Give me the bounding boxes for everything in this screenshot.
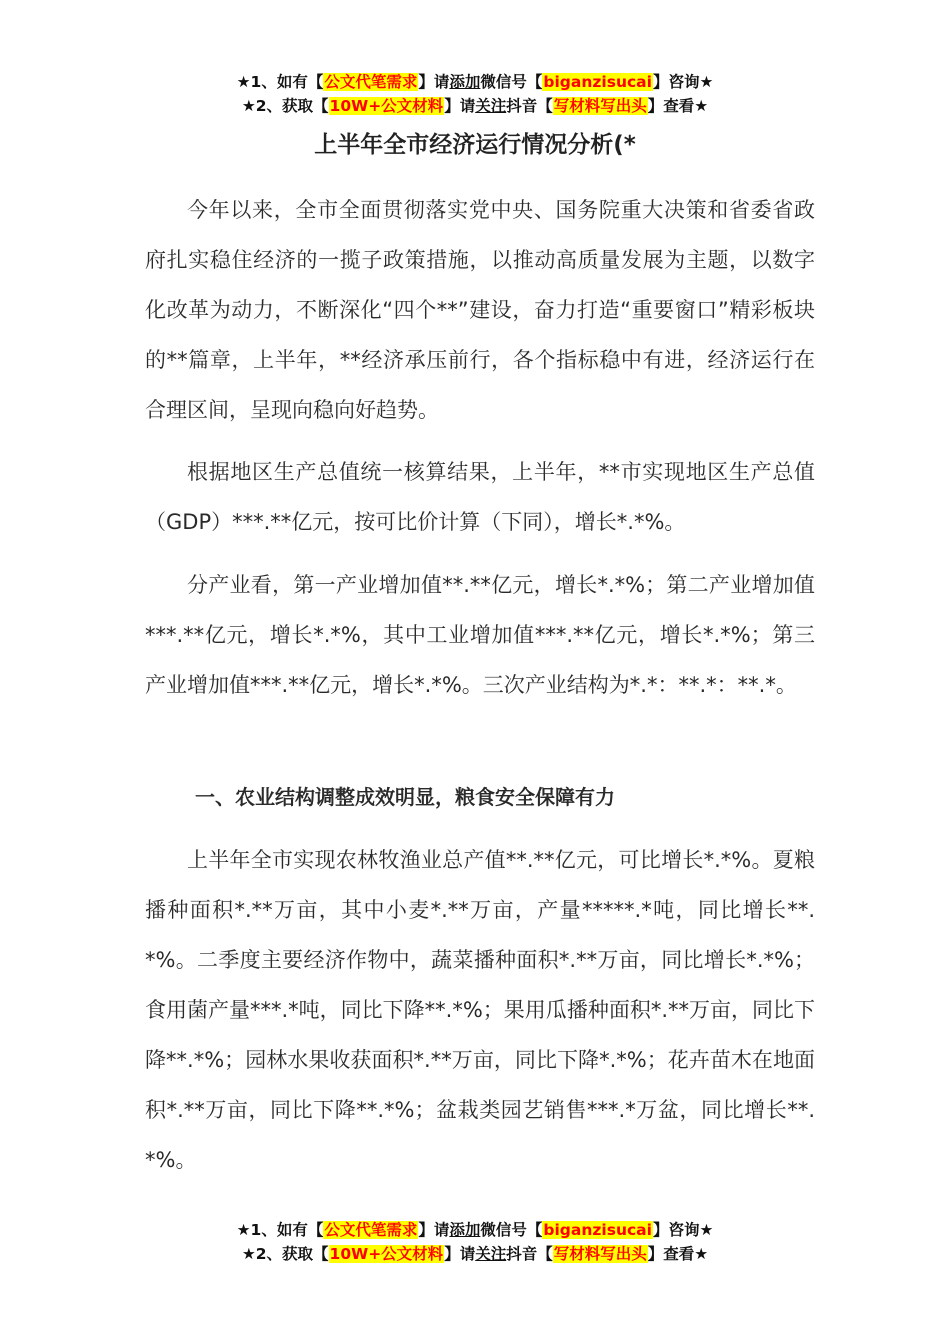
promo-text: ★2、获取【 (241, 1245, 329, 1263)
promo-text: 微信号【 (480, 1221, 543, 1239)
paragraph-gdp: 根据地区生产总值统一核算结果，上半年，**市实现地区生产总值（GDP）***.**亿元，按可比价计算（下同），增长*.*%。 (145, 460, 815, 534)
promo-text: 】请 (444, 1245, 476, 1263)
promo-text: 抖音【 (506, 97, 553, 115)
promo-banner-bottom (0, 1218, 950, 1266)
promo-highlight-service: 公文代笔需求 (324, 73, 418, 91)
promo-text-underlined: 添加 (449, 73, 481, 91)
promo-text: 】咨询★ (652, 1221, 714, 1239)
section-heading-agriculture: 一、农业结构调整成效明显，粮食安全保障有力 (195, 785, 615, 809)
promo-line-2 (0, 1242, 950, 1266)
promo-text: 】查看★ (647, 1245, 709, 1263)
paragraph-industries: 分产业看，第一产业增加值**.**亿元，增长*.*%；第二产业增加值***.**亿元，增长*.*%，其中工业增加值***.**亿元，增长*.*%；第三产业增加值***.**亿元，增长*.*%。三次产业结构为*.*：**.*：**.*。 (145, 573, 815, 697)
document-title: 上半年全市经济运行情况分析(* (314, 132, 636, 158)
paragraph-intro: 今年以来，全市全面贯彻落实党中央、国务院重大决策和省委省政府扎实稳住经济的一揽子政策措施，以推动高质量发展为主题，以数字化改革为动力，不断深化“四个**”建设，奋力打造“重要窗口”精彩板块的**篇章，上半年，**经济承压前行，各个指标稳中有进，经济运行在合理区间，呈现向稳向好趋势。 (145, 198, 815, 422)
promo-highlight-wechat-id: biganzisucai (543, 1221, 652, 1239)
promo-text-underlined: 关注 (475, 1245, 507, 1263)
promo-text: ★1、如有【 (236, 1221, 324, 1239)
promo-highlight-douyin: 写材料写出头 (553, 1245, 647, 1263)
promo-text: 】请 (418, 73, 450, 91)
promo-highlight-douyin: 写材料写出头 (553, 97, 647, 115)
promo-text: 】查看★ (647, 97, 709, 115)
promo-text: ★1、如有【 (236, 73, 324, 91)
paragraph-agriculture: 上半年全市实现农林牧渔业总产值**.**亿元，可比增长*.*%。夏粮播种面积*.**万亩，其中小麦*.**万亩，产量*****.*吨，同比增长**.*%。二季度主要经济作物中，蔬菜播种面积*.**万亩，同比增长*.*%；食用菌产量***.*吨，同比下降**.*%；果用瓜播种面积*.**万亩，同比下降**.*%；园林水果收获面积*.**万亩，同比下降*.*%；花卉苗木在地面积*.**万亩，同比下降**.*%；盆栽类园艺销售***.*万盆，同比增长**.*%。 (145, 848, 815, 1172)
promo-banner-top (0, 70, 950, 118)
promo-text: 微信号【 (480, 73, 543, 91)
promo-line-1 (0, 1218, 950, 1242)
promo-text: 】咨询★ (652, 73, 714, 91)
promo-line-1 (0, 70, 950, 94)
promo-text: 】请 (444, 97, 476, 115)
promo-highlight-service: 公文代笔需求 (324, 1221, 418, 1239)
promo-text: 】请 (418, 1221, 450, 1239)
promo-highlight-materials: 10W+公文材料 (329, 97, 444, 115)
promo-text-underlined: 添加 (449, 1221, 481, 1239)
promo-line-2 (0, 94, 950, 118)
promo-highlight-materials: 10W+公文材料 (329, 1245, 444, 1263)
promo-text: 抖音【 (506, 1245, 553, 1263)
promo-highlight-wechat-id: biganzisucai (543, 73, 652, 91)
promo-text: ★2、获取【 (241, 97, 329, 115)
promo-text-underlined: 关注 (475, 97, 507, 115)
